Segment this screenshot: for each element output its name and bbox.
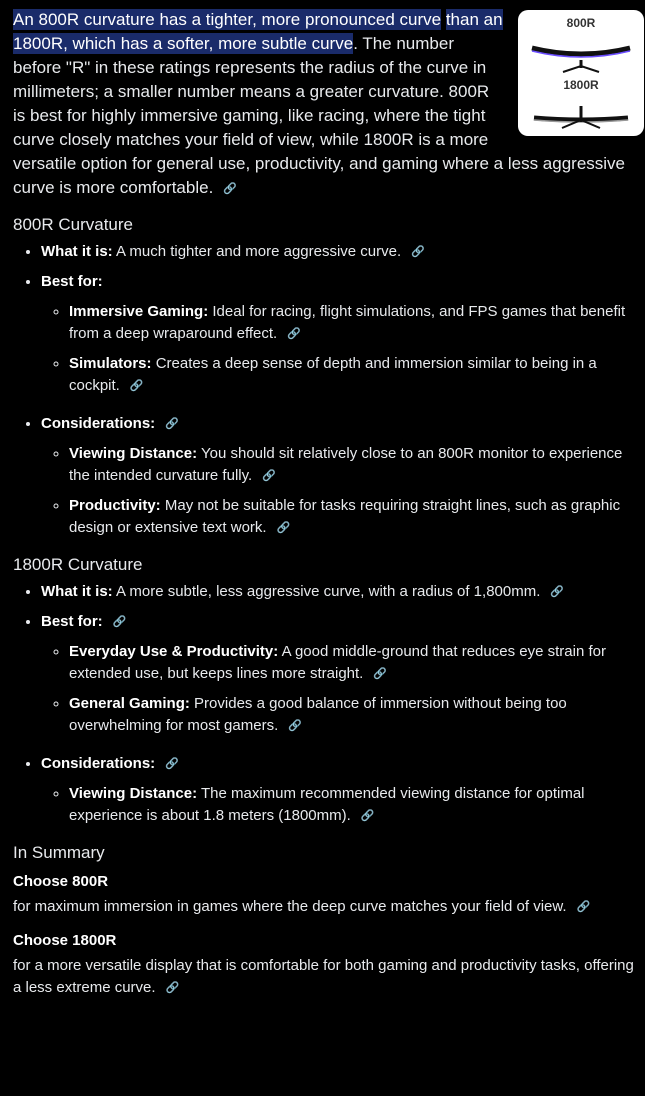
list-item: ◦ Viewing Distance: The maximum recommended viewing distance for optimal experience is about 1.8 meters (1800mm). 🔗 [69, 783, 638, 827]
sublist [41, 783, 638, 827]
choice-800r-text: for maximum immersion in games where the deep curve matches your field of view. 🔗 [13, 896, 638, 918]
thumbnail-label-800r: 800R [566, 16, 596, 30]
link-icon[interactable]: 🔗 [262, 469, 276, 482]
section-1800r-list [13, 581, 638, 827]
list-item: ◦ Everyday Use & Productivity: A good middle-ground that reduces eye strain for extended use, but keeps lines more straight. 🔗 [69, 641, 638, 685]
monitor-thumbnail[interactable] [518, 10, 644, 136]
list-item: ◦ Simulators: Creates a deep sense of depth and immersion similar to being in a cockpit. 🔗 [69, 353, 638, 397]
list-item: • What it is: A more subtle, less aggressive curve, with a radius of 1,800mm. 🔗 [41, 581, 638, 603]
link-icon[interactable]: 🔗 [112, 615, 127, 628]
choice-800r-title: Choose 800R [13, 872, 109, 890]
link-icon[interactable]: 🔗 [276, 521, 291, 534]
section-800r-list [13, 241, 638, 539]
intro-text: . The number before "R" in these ratings represents the radius of the curve in millimeters; a smaller number means a greater curvature. 800R is best for highly immersive gaming, like racing, where the tight curve closely matches your field of view, while 1800R is a more versatile option for general use, productivity, and gaming where a less aggressive curve is more comfortable. [13, 34, 626, 197]
link-icon[interactable]: 🔗 [576, 900, 591, 913]
section-title-1800r: 1800R Curvature [13, 554, 143, 574]
summary-title: In Summary [13, 842, 105, 862]
link-icon[interactable]: 🔗 [223, 182, 237, 195]
list-item: • What it is: A much tighter and more aggressive curve. 🔗 [41, 241, 638, 263]
response-content [13, 8, 638, 1013]
link-icon[interactable]: 🔗 [129, 379, 144, 392]
choice-1800r-title: Choose 1800R [13, 931, 117, 949]
link-icon[interactable]: 🔗 [165, 417, 179, 430]
link-icon[interactable]: 🔗 [411, 245, 425, 258]
list-item: ◦ General Gaming: Provides a good balance of immersion without being too overwhelming for most gamers. 🔗 [69, 693, 638, 737]
section-title-800r: 800R Curvature [13, 214, 134, 234]
choice-1800r-text: for a more versatile display that is comfortable for both gaming and productivity tasks, offering a less extreme curve. 🔗 [13, 955, 638, 999]
intro-highlight-2: than an 1800R, which has a softer, more subtle curve [13, 10, 503, 53]
thumbnail-label-1800r: 1800R [563, 78, 599, 92]
list-item: ◦ Immersive Gaming: Ideal for racing, flight simulations, and FPS games that benefit from a deep wraparound effect. 🔗 [69, 301, 638, 345]
link-icon[interactable]: 🔗 [165, 981, 180, 994]
list-item: • Best for: ◦ Immersive Gaming: Ideal for racing, flight simulations, and FPS games that benefit from a deep wraparound effect. 🔗 ◦ Simulators: Creates a deep sense of depth and immersion similar to being in a cockpit. 🔗 [41, 271, 638, 397]
link-icon[interactable]: 🔗 [287, 327, 301, 340]
link-icon[interactable]: 🔗 [373, 667, 388, 680]
list-item: ◦ Productivity: May not be suitable for tasks requiring straight lines, such as graphic design or extensive text work. 🔗 [69, 495, 638, 539]
link-icon[interactable]: 🔗 [165, 757, 179, 770]
summary-section [13, 843, 638, 999]
sublist [41, 641, 638, 737]
link-icon[interactable]: 🔗 [360, 809, 375, 822]
list-item: • Best for: 🔗 ◦ Everyday Use & Productivity: A good middle-ground that reduces eye strain for extended use, but keeps lines more straight. 🔗 ◦ General Gaming: Provides a good balance of immersion without being too overwhelming for most gamers. 🔗 [41, 611, 638, 737]
list-item: ◦ Viewing Distance: You should sit relatively close to an 800R monitor to experience the intended curvature fully. 🔗 [69, 443, 638, 487]
link-icon[interactable]: 🔗 [288, 719, 302, 732]
intro-highlight-1: An 800R curvature has a tighter, more pronounced curve [13, 10, 442, 29]
link-icon[interactable]: 🔗 [550, 585, 565, 598]
list-item: • Considerations: 🔗 ◦ Viewing Distance: The maximum recommended viewing distance for optimal experience is about 1.8 meters (1800mm). 🔗 [41, 753, 638, 827]
curved-monitor-800r-image [518, 10, 644, 136]
list-item: • Considerations: 🔗 ◦ Viewing Distance: You should sit relatively close to an 800R monitor to experience the intended curvature fully. 🔗 ◦ Productivity: May not be suitable for tasks requiring straight lines, such as graphic design or extensive text work. 🔗 [41, 413, 638, 539]
sublist [41, 443, 638, 539]
sublist [41, 301, 638, 397]
